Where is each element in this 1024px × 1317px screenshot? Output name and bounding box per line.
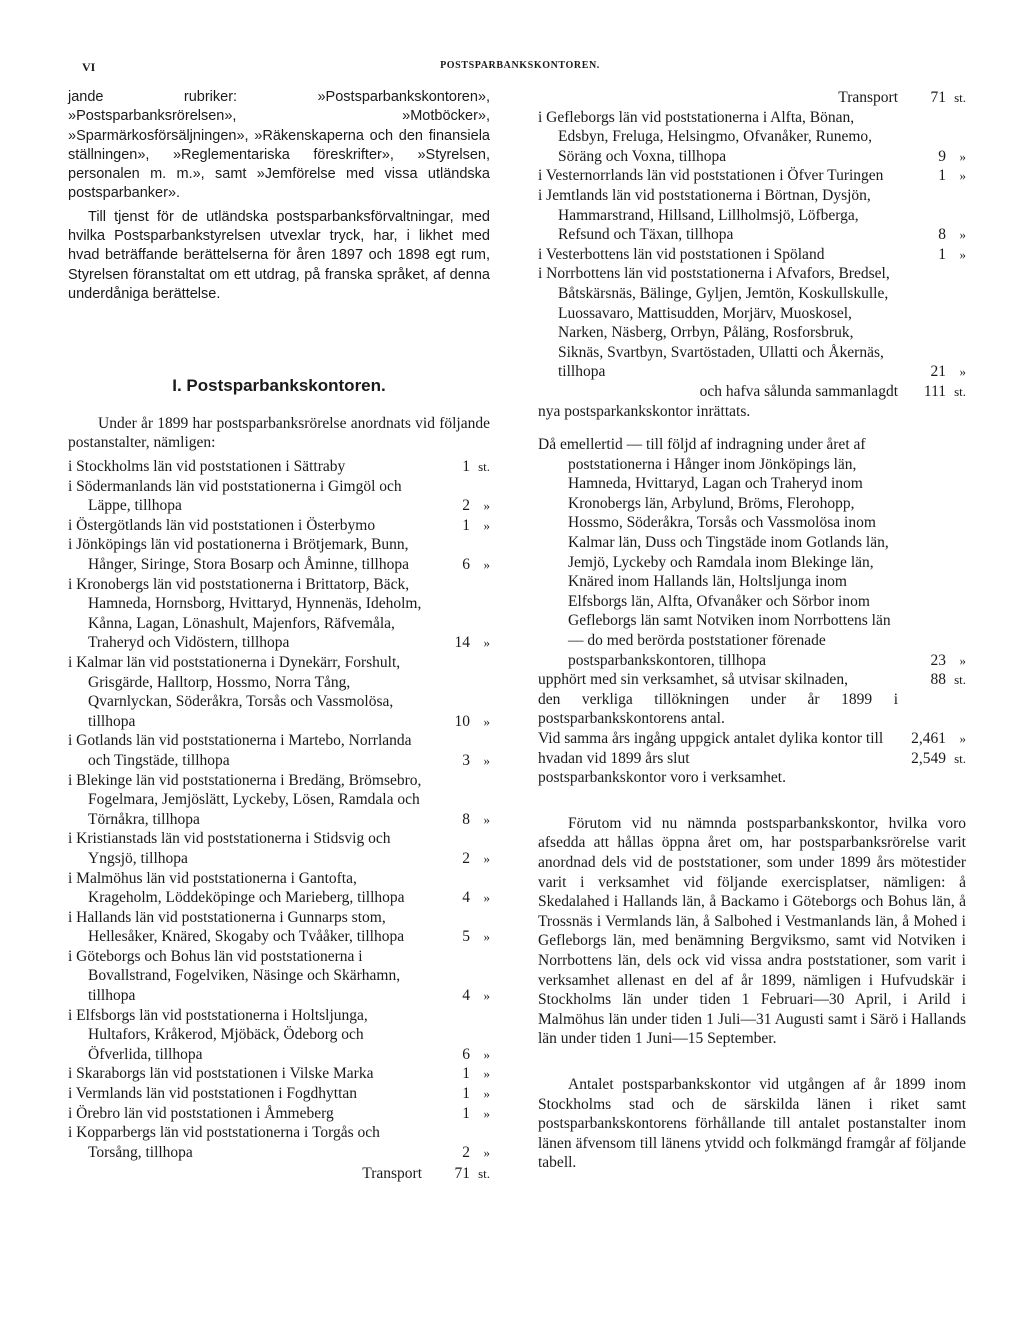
entry-text: i Elfsborgs län vid poststationerna i Holtsljunga, Hultafors, Kråkerod, Mjöbäck, Ödeborg och Öfverlida, tillhopa — [68, 1006, 368, 1063]
entry-text: i Vesterbottens län vid poststationen i Spöland — [538, 245, 825, 263]
entry-count: 6 — [462, 1045, 470, 1063]
entry-unit: » — [483, 557, 490, 573]
start-unit: » — [959, 731, 966, 746]
list-item — [68, 1006, 490, 1065]
ceased-unit: st. — [954, 672, 966, 688]
entry-text: i Örebro län vid poststationen i Åmmeberg — [68, 1104, 334, 1122]
section-title: I. Postsparbankskontoren. — [172, 376, 386, 396]
final-paragraph: Antalet postsparbankskontor vid utgången af år 1899 inom Stockholms stad och de särskilda länen i riket samt postsparbankskontorens förhållande till antalet postanstalter inom länen äfvensom till länens ytvidd och folkmängd framgår af följande tabell. — [538, 1075, 966, 1172]
list-item — [68, 516, 490, 536]
entry-text: i Kopparbergs län vid poststationerna i Torgås och Torsång, tillhopa — [68, 1124, 380, 1161]
list-item — [68, 575, 490, 653]
left-entry-list — [68, 457, 490, 1162]
entry-text: i Vesternorrlands län vid poststationen i Öfver Turingen — [538, 167, 884, 185]
list-item — [68, 1104, 490, 1124]
entry-count: 5 — [462, 928, 470, 946]
start-row — [538, 729, 966, 749]
list-item — [68, 829, 490, 868]
entry-count: 1 — [938, 245, 946, 263]
left-column — [68, 88, 490, 1184]
ceased-after: den verkliga tillökningen under år 1899 i postsparbankskontorens antal. — [538, 690, 898, 728]
entry-count: 4 — [462, 987, 470, 1005]
entry-count: 1 — [938, 167, 946, 185]
entry-text: i Stockholms län vid poststationen i Sättraby — [68, 458, 346, 476]
entry-unit: » — [483, 1066, 490, 1082]
list-item — [68, 1064, 490, 1084]
right-entry-list — [538, 108, 966, 382]
closed-text: Då emellertid — till följd af indragning under året af poststationerna i Hånger inom Jönköpings län, Hamneda, Hvittaryd, Lagan och Traheryd inom Kronobergs län, Arbylund, Bröms, Flerohopp, Hossmo, Söderåkra, Torsås och Vassmolösa inom Kalmar län, Duss och Tingstäde inom Gotlands län, Jemjö, Lyckeby och Ramdala inom Blekinge län, Knäred inom Hallands län, Holtsljunga inom Elfsborgs län, Alfta, Ofvanåker och Sörbor inom Gefleborgs län samt Notviken inom Norrbottens län — do med berörda poststationer förenade postsparbankskontoren, tillhopa — [538, 436, 891, 669]
entry-count: 21 — [930, 363, 946, 381]
entry-unit: » — [483, 1086, 490, 1102]
entry-count: 2 — [462, 497, 470, 515]
entry-unit: » — [483, 517, 490, 533]
entry-text: i Kalmar län vid poststationerna i Dynekärr, Forshult, Grisgärde, Halltorp, Hossmo, Norra Tång, Qvarnlyckan, Söderåkra, Torsås och Vassmolösa, tillhopa — [68, 653, 401, 730]
entry-count: 2 — [462, 849, 470, 867]
entry-text: i Gotlands län vid poststationerna i Martebo, Norrlanda och Tingstäde, tillhopa — [68, 732, 412, 769]
entry-unit: » — [483, 1105, 490, 1121]
closed-row — [538, 435, 966, 670]
transport-number: 71 — [930, 89, 946, 106]
entry-count: 9 — [938, 147, 946, 165]
list-item — [68, 477, 490, 516]
end-unit: st. — [954, 750, 966, 766]
end-after: postsparbankskontor voro i verksamhet. — [538, 769, 786, 787]
entry-text: i Östergötlands län vid poststationen i Österbymo — [68, 516, 376, 534]
entry-unit: » — [959, 364, 966, 380]
total-unit: st. — [954, 383, 966, 399]
list-item — [68, 869, 490, 908]
entry-text: i Blekinge län vid poststationerna i Bredäng, Brömsebro, Fogelmara, Jemjöslätt, Lyckeby, Lösen, Ramdala och Törnåkra, tillhopa — [68, 771, 422, 828]
entry-count: 1 — [462, 516, 470, 534]
entry-unit: » — [483, 1144, 490, 1160]
entry-text: i Jemtlands län vid poststationerna i Börtnan, Dysjön, Hammarstrand, Hillsand, Lillholmsjö, Löfberga, Refsund och Täxan, tillhopa — [538, 186, 871, 244]
end-row — [538, 749, 966, 769]
entry-count: 2 — [462, 1143, 470, 1161]
end-text: hvadan vid 1899 års slut — [538, 749, 690, 767]
list-item — [68, 457, 490, 477]
list-item — [68, 535, 490, 574]
entry-unit: » — [483, 752, 490, 768]
extra-paragraph: Förutom vid nu nämnda postsparbankskontor, hvilka voro afsedda att hållas öppna året om, har postsparbanksrörelse varit anordnad dels vid de poststationer, som under 1899 års mötestider varit i verksamhet vid följande exercisplatser, nämligen: å Skedalahed i Hallands län, å Backamo i Göteborgs och Bohus län, å Trossnäs i Vermlands län, å Salbohed i Vestmanlands län, å Mohed i Gefleborgs län, med benämning Bergviksmo, samt vid Notviken i Norrbottens län, dels ock vid vissa andra poststationer, som varit i verksamhet allenast en del af år 1899, nämligen i Hufvudskär i Stockholms län under tiden 1 Februari—30 April, i Arild i Malmöhus län under tiden 1 Juli—31 Augusti samt i Särö i Hallands län under tiden 1 Juni—15 September. — [538, 814, 966, 1048]
entry-unit: st. — [478, 459, 490, 475]
entry-count: 10 — [454, 712, 470, 730]
entry-count: 3 — [462, 751, 470, 769]
entry-text: i Kristianstads län vid poststationerna i Stidsvig och Yngsjö, tillhopa — [68, 830, 391, 867]
entry-count: 8 — [938, 226, 946, 244]
intro-paragraph-2: Till tjenst för de utländska postsparbanksförvaltningar, med hvilka Postsparbankstyrelsen utvexlar tryck, har, i likhet med hvad beträffande berättelserna för åren 1897 och 1898 egt rum, Styrelsen föranstaltat om ett utdrag, på franska språket, af denna underdåniga berättelse. — [68, 208, 490, 302]
entry-count: 1 — [462, 1085, 470, 1103]
transport-unit: st. — [954, 90, 966, 105]
transport-label: Transport — [838, 89, 898, 106]
list-item — [68, 731, 490, 770]
entry-text: i Kronobergs län vid poststationerna i Brittatorp, Bäck, Hamneda, Hornsborg, Hvittaryd, Hynnenäs, Ideholm, Kånna, Lagan, Lönashult, Majenfors, Räfvemåla, Traheryd och Vidöstern, tillhopa — [68, 575, 422, 652]
transport-top — [538, 88, 966, 108]
start-number: 2,461 — [911, 730, 946, 747]
page-number: VI — [82, 60, 96, 74]
ceased-text: upphört med sin verksamhet, så utvisar skilnaden, — [538, 671, 848, 689]
end-number: 2,549 — [911, 749, 946, 767]
entry-unit: » — [483, 635, 490, 651]
list-item — [538, 264, 966, 382]
list-item — [538, 108, 966, 167]
list-item — [68, 653, 490, 731]
entry-text: i Gefleborgs län vid poststationerna i Alfta, Bönan, Edsbyn, Freluga, Helsingmo, Ofvanåker, Runemo, Söräng och Voxna, tillhopa — [538, 108, 873, 165]
entry-unit: » — [483, 988, 490, 1004]
list-item — [538, 245, 966, 265]
total-after: nya postsparkankskontor inrättats. — [538, 402, 751, 420]
right-column — [538, 88, 966, 1173]
total-number: 111 — [923, 382, 946, 400]
entry-count: 8 — [462, 810, 470, 828]
entry-text: i Hallands län vid poststationerna i Gunnarps stom, Hellesåker, Knäred, Skogaby och Tvååker, tillhopa — [68, 908, 405, 946]
lead-paragraph: Under år 1899 har postsparbanksrörelse anordnats vid följande postanstalter, nämligen: — [68, 414, 490, 452]
entry-unit: » — [483, 1046, 490, 1062]
entry-text: i Vermlands län vid poststationen i Fogdhyttan — [68, 1085, 358, 1103]
entry-text: i Jönköpings län vid postationerna i Brötjemark, Bunn, Hånger, Siringe, Stora Bosarp och Åminne, tillhopa — [68, 536, 409, 574]
entry-text: i Malmöhus län vid poststationerna i Gantofta, Krageholm, Löddeköpinge och Marieberg, tillhopa — [68, 869, 405, 907]
intro-paragraph-1: jande rubriker: »Postsparbankskontoren», »Postsparbanksrörelsen», »Motböcker», »Sparmärkosförsäljningen», »Räkenskaperna och den finansiela ställningen», »Reglementariska föreskrifter», »Styrelsen, personalen m. m.», samt »Jemförelse med vissa utländska postsparbanker». — [68, 89, 490, 202]
entry-text: i Skaraborgs län vid poststationen i Vilske Marka — [68, 1065, 374, 1083]
entry-unit: » — [483, 850, 490, 866]
transport-unit: st. — [478, 1166, 490, 1182]
entry-text: i Göteborgs och Bohus län vid poststationerna i Bovallstrand, Fogelviken, Näsinge och Skärhamn, tillhopa — [68, 947, 401, 1005]
entry-count: 4 — [462, 889, 470, 907]
ceased-row — [538, 670, 966, 690]
transport-number: 71 — [454, 1165, 470, 1183]
list-item — [68, 1084, 490, 1104]
total-text: och hafva sålunda sammanlagdt — [699, 382, 898, 400]
list-item — [68, 771, 490, 830]
list-item — [68, 947, 490, 1006]
entry-unit: » — [483, 929, 490, 945]
entry-unit: » — [483, 890, 490, 906]
total-row — [538, 382, 966, 402]
entry-unit: » — [959, 148, 966, 164]
running-title: POSTSPARBANKSKONTOREN. — [440, 60, 600, 71]
list-item — [68, 908, 490, 947]
entry-count: 1 — [462, 458, 470, 476]
entry-text: i Norrbottens län vid poststationerna i Afvafors, Bredsel, Båtskärsnäs, Bälinge, Gyljen, Jemtön, Koskullskulle, Luossavaro, Mattisudden, Morjärv, Muoskosel, Narken, Näsberg, Orrbyn, Påläng, Rosforsbruk, Siknäs, Svartbyn, Svartöstaden, Ullatti och Åkernäs, tillhopa — [538, 265, 890, 381]
closed-number: 23 — [930, 651, 946, 669]
entry-count: 1 — [462, 1065, 470, 1083]
list-item — [538, 166, 966, 186]
entry-count: 1 — [462, 1104, 470, 1122]
entry-unit: » — [483, 498, 490, 514]
entry-count: 14 — [454, 634, 470, 652]
list-item — [538, 186, 966, 245]
entry-unit: » — [959, 168, 966, 184]
transport-bottom — [68, 1164, 490, 1184]
entry-unit: » — [483, 811, 490, 827]
entry-text: i Södermanlands län vid poststationerna i Gimgöl och Läppe, tillhopa — [68, 477, 402, 515]
entry-unit: » — [959, 246, 966, 262]
entry-count: 6 — [462, 556, 470, 574]
closed-unit: » — [959, 652, 966, 668]
transport-label: Transport — [362, 1165, 422, 1183]
entry-unit: » — [483, 713, 490, 729]
entry-unit: » — [959, 227, 966, 243]
page-header — [80, 60, 960, 80]
start-text: Vid samma års ingång uppgick antalet dylika kontor till — [538, 730, 884, 747]
list-item — [68, 1123, 490, 1162]
ceased-number: 88 — [930, 671, 946, 689]
